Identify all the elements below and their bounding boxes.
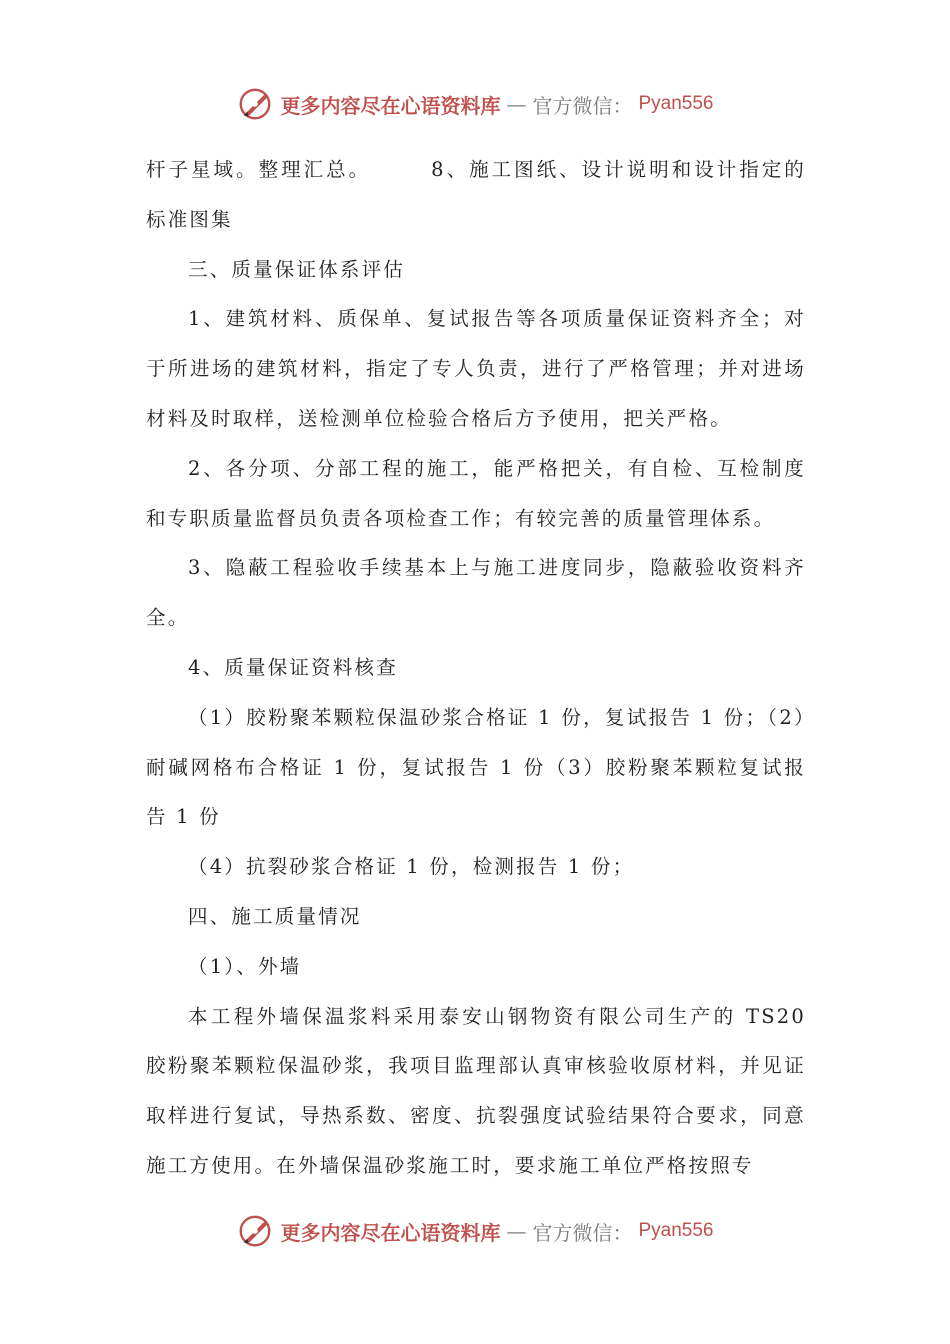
paragraph-1: [146, 145, 806, 245]
document-body: [146, 145, 806, 1191]
paragraph-7: （1）胶粉聚苯颗粒保温砂浆合格证 1 份，复试报告 1 份；（2）耐碱网格布合格证 1 份，复试报告 1 份（3）胶粉聚苯颗粒复试报告 1 份: [146, 705, 806, 829]
footer-wechat-label: 官方微信：: [532, 1220, 633, 1245]
section-heading-4: 四、施工质量情况: [188, 904, 362, 928]
footer-banner: [0, 1211, 950, 1251]
header-dash: —: [506, 92, 527, 116]
paragraph-4: 2、各分项、分部工程的施工，能严格把关，有自检、互检制度和专职质量监督员负责各项检查工作；有较完善的质量管理体系。: [146, 456, 806, 530]
subsection-exterior-wall: （1）、外墙: [188, 954, 302, 978]
section-heading-3: 三、质量保证体系评估: [188, 257, 406, 281]
footer-site-name: 更多内容尽在心语资料库: [280, 1220, 501, 1245]
header-banner: [0, 84, 950, 124]
paragraph-3: 1、建筑材料、质保单、复试报告等各项质量保证资料齐全；对于所进场的建筑材料，指定了专人负责，进行了严格管理；并对进场材料及时取样，送检测单位检验合格后方予使用，把关严格。: [146, 307, 806, 430]
paragraph-1a: 杆子星域。整理汇总。: [146, 158, 372, 181]
header-site-name: 更多内容尽在心语资料库: [280, 93, 501, 118]
paragraph-11: 本工程外墙保温浆料采用泰安山钢物资有限公司生产的 TS20 胶粉聚苯颗粒保温砂浆，我项目监理部认真审核验收原材料，并见证取样进行复试，导热系数、密度、抗裂强度试验结果符合要求，同意施工方使用。在外墙保温砂浆施工时，要求施工单位严格按照专: [146, 1004, 806, 1177]
footer-wechat-id: Pyan556: [638, 1220, 714, 1241]
pen-logo-icon: [236, 85, 274, 123]
header-wechat-label: 官方微信：: [532, 93, 633, 118]
paragraph-8: （4）抗裂砂浆合格证 1 份，检测报告 1 份；: [188, 855, 635, 879]
paragraph-6: 4、质量保证资料核查: [188, 655, 398, 679]
paragraph-1b: 8、施工图纸、设计说明和设计指定的标准图集: [146, 158, 806, 231]
footer-dash: —: [506, 1219, 527, 1243]
pen-logo-icon: [236, 1212, 274, 1250]
header-wechat-id: Pyan556: [638, 93, 714, 114]
paragraph-5: 3、隐蔽工程验收手续基本上与施工进度同步，隐蔽验收资料齐全。: [146, 556, 806, 630]
